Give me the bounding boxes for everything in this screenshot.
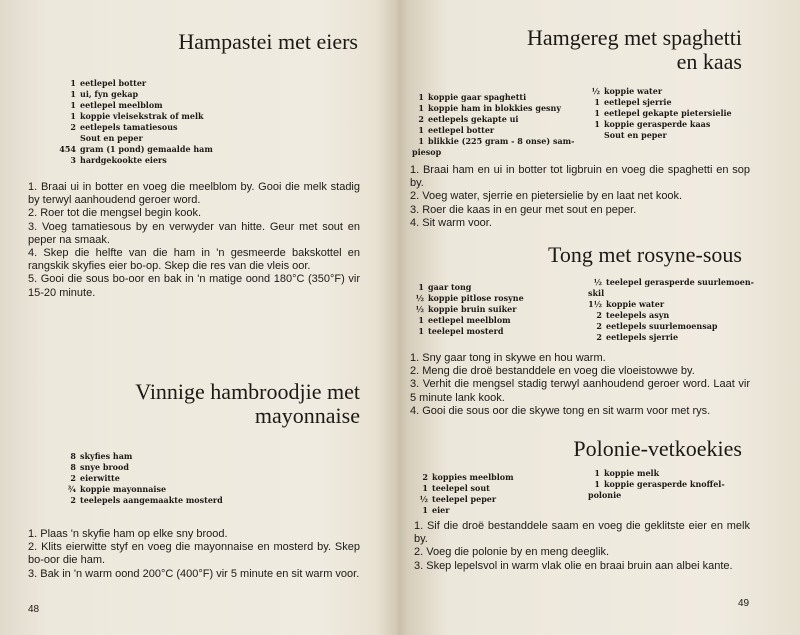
ingredient-item: 2 teelepels aangemaakte mosterd [70,495,223,505]
ingredient-item: 1 koppie gaar spaghetti [418,92,527,102]
method-step: 1. Braai ham en ui in botter tot ligbruin en voeg die spaghetti en sop by. [410,164,750,190]
ingredient-list-hambroodjie [58,451,223,506]
method-step: 2. Roer tot die mengsel begin kook. [28,207,202,220]
method-step: 4. Sit warm voor. [410,216,492,229]
recipe-title-hambroodjie: Vinnige hambroodjie met mayonnaise [135,379,360,428]
method-step: 1. Sif die droë bestanddele saam en voeg die geklitste eier en melk by. [414,520,750,546]
ingredient-item: 454 gram (1 pond) gemaalde ham [59,144,213,154]
ingredient-item: 8 snye brood [70,462,129,472]
ingredient-item: 1 koppie melk [594,468,660,478]
ingredient-item: 1½ koppie water [588,299,665,309]
ingredient-item: Sout en peper [604,130,667,140]
ingredient-item: 2 eetlepels suurlemoensap [596,321,718,331]
left-page [0,0,388,635]
ingredient-item: ½ koppie pitlose rosyne [415,293,524,303]
ingredient-list-hamgereg-a [412,92,574,158]
method-step: 2. Meng die droë bestanddele en voeg die vloeistowwe by. [410,365,695,378]
ingredient-item: 1 teelepel mosterd [418,326,504,336]
ingredient-item: 1 teelepel sout [422,483,490,493]
ingredient-item: 2 eetlepels tamatiesous [70,122,178,132]
method-step: 1. Sny gaar tong in skywe en hou warm. [410,352,606,364]
ingredient-item: ¾ koppie mayonnaise [67,484,167,494]
ingredient-item: 2 eetlepels sjerrie [596,332,679,342]
method-step: 1. Plaas 'n skyfie ham op elke sny brood. [28,528,228,540]
ingredient-item: 1 eetlepel gekapte pietersielie [594,108,732,118]
ingredient-list-polonie-a [416,472,514,516]
ingredient-item: 2 koppies meelblom [422,472,514,482]
ingredient-list-hampastei [58,78,213,166]
method-tong [410,352,750,418]
ingredient-item: 1 eetlepel sjerrie [594,97,672,107]
method-polonie [414,520,750,573]
ingredient-list-hamgereg-b [588,86,732,141]
ingredient-item: 2 eetlepels gekapte ui [418,114,519,124]
ingredient-item: 2 eierwitte [70,473,120,483]
ingredient-item: 1 gaar tong [418,282,472,292]
method-step: 2. Voeg die polonie by en meng deeglik. [414,546,610,559]
ingredient-list-tong-b [588,277,754,343]
ingredient-item: 1 eetlepel meelblom [418,315,511,325]
method-step: 3. Skep lepelsvol in warm vlak olie en braai bruin aan albei kante. [414,559,733,572]
ingredient-item: 1 eetlepel botter [418,125,495,135]
ingredient-list-tong-a [412,282,524,337]
ingredient-item: 1 koppie vleisekstrak of melk [70,111,204,121]
method-step: 3. Roer die kaas in en geur met sout en peper. [410,203,637,216]
recipe-title-polonie: Polonie-vetkoekies [573,436,742,461]
method-step: 2. Voeg water, sjerrie en pietersielie by en laat net kook. [410,190,683,203]
recipe-title-tong: Tong met rosyne-sous [548,242,742,267]
recipe-title-hampastei: Hampastei met eiers [178,29,358,54]
ingredient-item: piesop [412,147,442,157]
ingredient-item: 1 koppie gerasperde kaas [594,119,711,129]
method-step: 1. Braai ui in botter en voeg die meelblom by. Gooi die melk stadig by terwyl aanhoudend geroer word. [28,181,360,207]
page-number-left: 48 [28,604,40,615]
ingredient-item: 1 ui, fyn gekap [70,89,139,99]
method-step: 4. Skep die helfte van die ham in 'n gesmeerde bakskottel en rangskik skyfies eier bo-op. Skep die res van die vleis oor. [28,247,360,273]
ingredient-item: 1 eetlepel meelblom [70,100,163,110]
method-step: 3. Bak in 'n warm oond 200°C (400°F) vir 5 minute en sit warm voor. [28,567,360,580]
ingredient-item: 1 koppie ham in blokkies gesny [418,103,561,113]
ingredient-item: 1 koppie gerasperde knoffel- [594,479,725,489]
ingredient-item: ½ koppie bruin suiker [415,304,517,314]
method-step: 2. Klits eierwitte styf en voeg die mayonnaise en mosterd by. Skep bo-oor die ham. [28,541,360,567]
page-number-right: 49 [738,598,750,609]
right-page [402,0,800,635]
ingredient-item: ½ teelepel gerasperde suurlemoen- [593,277,754,287]
ingredient-item: 1 blikkie (225 gram - 8 onse) sam- [418,136,575,146]
ingredient-item: 1 eier [422,505,450,515]
method-hamgereg [410,164,750,230]
method-step: 4. Gooi die sous oor die skywe tong en sit warm voor met rys. [410,404,711,417]
ingredient-item: Sout en peper [80,133,143,143]
method-step: 5. Gooi die sous bo-oor en bak in 'n matige oond 180°C (350°F) vir 15-20 minute. [28,273,360,299]
ingredient-item: 1 eetlepel botter [70,78,147,88]
ingredient-item: ½ teelepel peper [419,494,497,504]
recipe-title-hamgereg: Hamgereg met spaghetti en kaas [526,25,742,74]
ingredient-item: 8 skyfies ham [70,451,133,461]
ingredient-list-polonie-b [588,468,725,501]
method-hambroodjie [28,528,360,581]
ingredient-item: ½ koppie water [591,86,663,96]
ingredient-item: 2 teelepels asyn [596,310,670,320]
ingredient-item: skil [588,288,605,298]
method-step: 3. Voeg tamatiesous by en verwyder van hitte. Geur met sout en peper na smaak. [28,220,360,246]
method-hampastei [28,181,360,300]
ingredient-item: polonie [588,490,622,500]
method-step: 3. Verhit die mengsel stadig terwyl aanhoudend geroer word. Laat vir 5 minute lank kook. [410,378,750,404]
ingredient-item: 3 hardgekookte eiers [70,155,167,165]
